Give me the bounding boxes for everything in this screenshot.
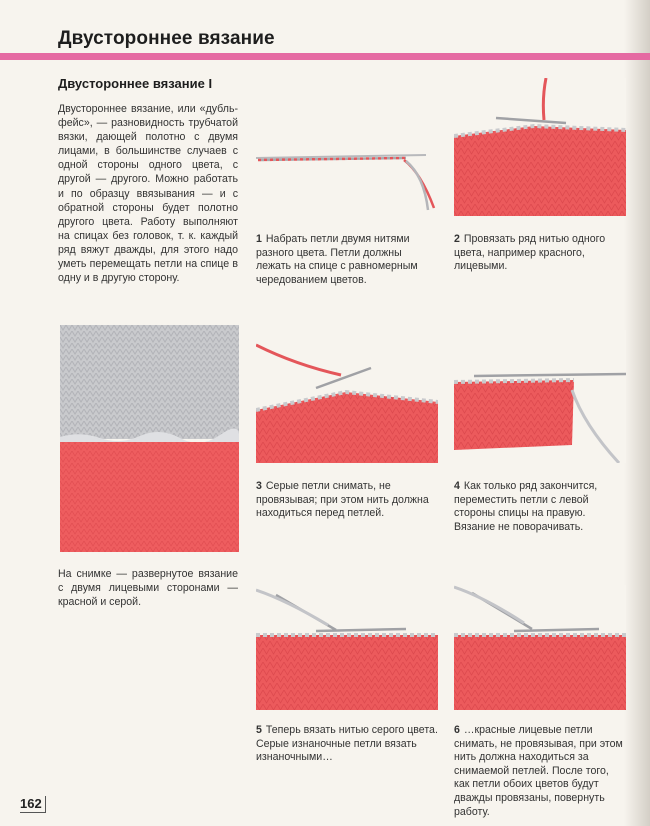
step-1-caption [256,233,438,287]
step-5-photo [256,585,438,710]
step-5-caption [256,724,438,765]
step-5-number: 5 [256,724,262,736]
step-3-caption [256,480,438,521]
step-2-caption [454,233,626,274]
step-1-number: 1 [256,233,262,245]
step-6-photo [454,585,626,710]
step-4-text: Как только ряд закончится, переместить петли с левой стороны спицы на правую. Вязание не поворачивать. [454,480,598,533]
step-3-photo [256,330,438,463]
step-6-caption [454,724,626,819]
step-2-number: 2 [454,233,460,245]
title-rule [0,53,650,60]
step-4-photo [454,330,626,463]
step-6-number: 6 [454,724,460,736]
step-2-photo [454,78,626,216]
section-heading: Двустороннее вязание I [58,76,213,91]
step-1-text: Набрать петли двумя нитями разного цвета. Петли должны лежать на спице с равномерным чередованием цветов. [256,233,418,286]
step-2-text: Провязать ряд нитью одного цвета, например красного, лицевыми. [454,233,606,273]
step-1-photo [256,128,438,224]
page-number: 162 [20,796,46,813]
step-6-text: …красные лицевые петли снимать, не провязывая, при этом нить должна находиться за снимаемой петлей. После того, как петли обоих цветов будут дважды провязаны, повернуть работу. [454,724,623,818]
page-edge-shadow [624,0,650,826]
swatch-caption: На снимке — развернутое вязание с двумя лицевыми сторонами — красной и серой. [58,568,238,608]
step-4-caption [454,480,626,534]
swatch-photo [60,325,239,552]
intro-paragraph: Двустороннее вязание, или «дубль-фейс», — разновидность трубчатой вязки, дающей полотно с двумя лицами, в большинстве случаев с одной стороны одного цвета, с другой — другого. Можно работать и по образцу ввязывания — и с обратной стороны будет полотно другого цвета. Работу выполняют на спицах без головок, т. к. каждый ряд вяжут дважды, для этого надо уметь перемещать петли на спице в одну и в другую сторону. [58,103,238,285]
step-5-text: Теперь вязать нитью серого цвета. Серые изнаночные петли вязать изнаночными… [256,724,438,764]
page-title: Двустороннее вязание [58,28,275,49]
step-3-text: Серые петли снимать, не провязывая; при этом нить должна находиться перед петлей. [256,480,429,520]
step-3-number: 3 [256,480,262,492]
step-4-number: 4 [454,480,460,492]
